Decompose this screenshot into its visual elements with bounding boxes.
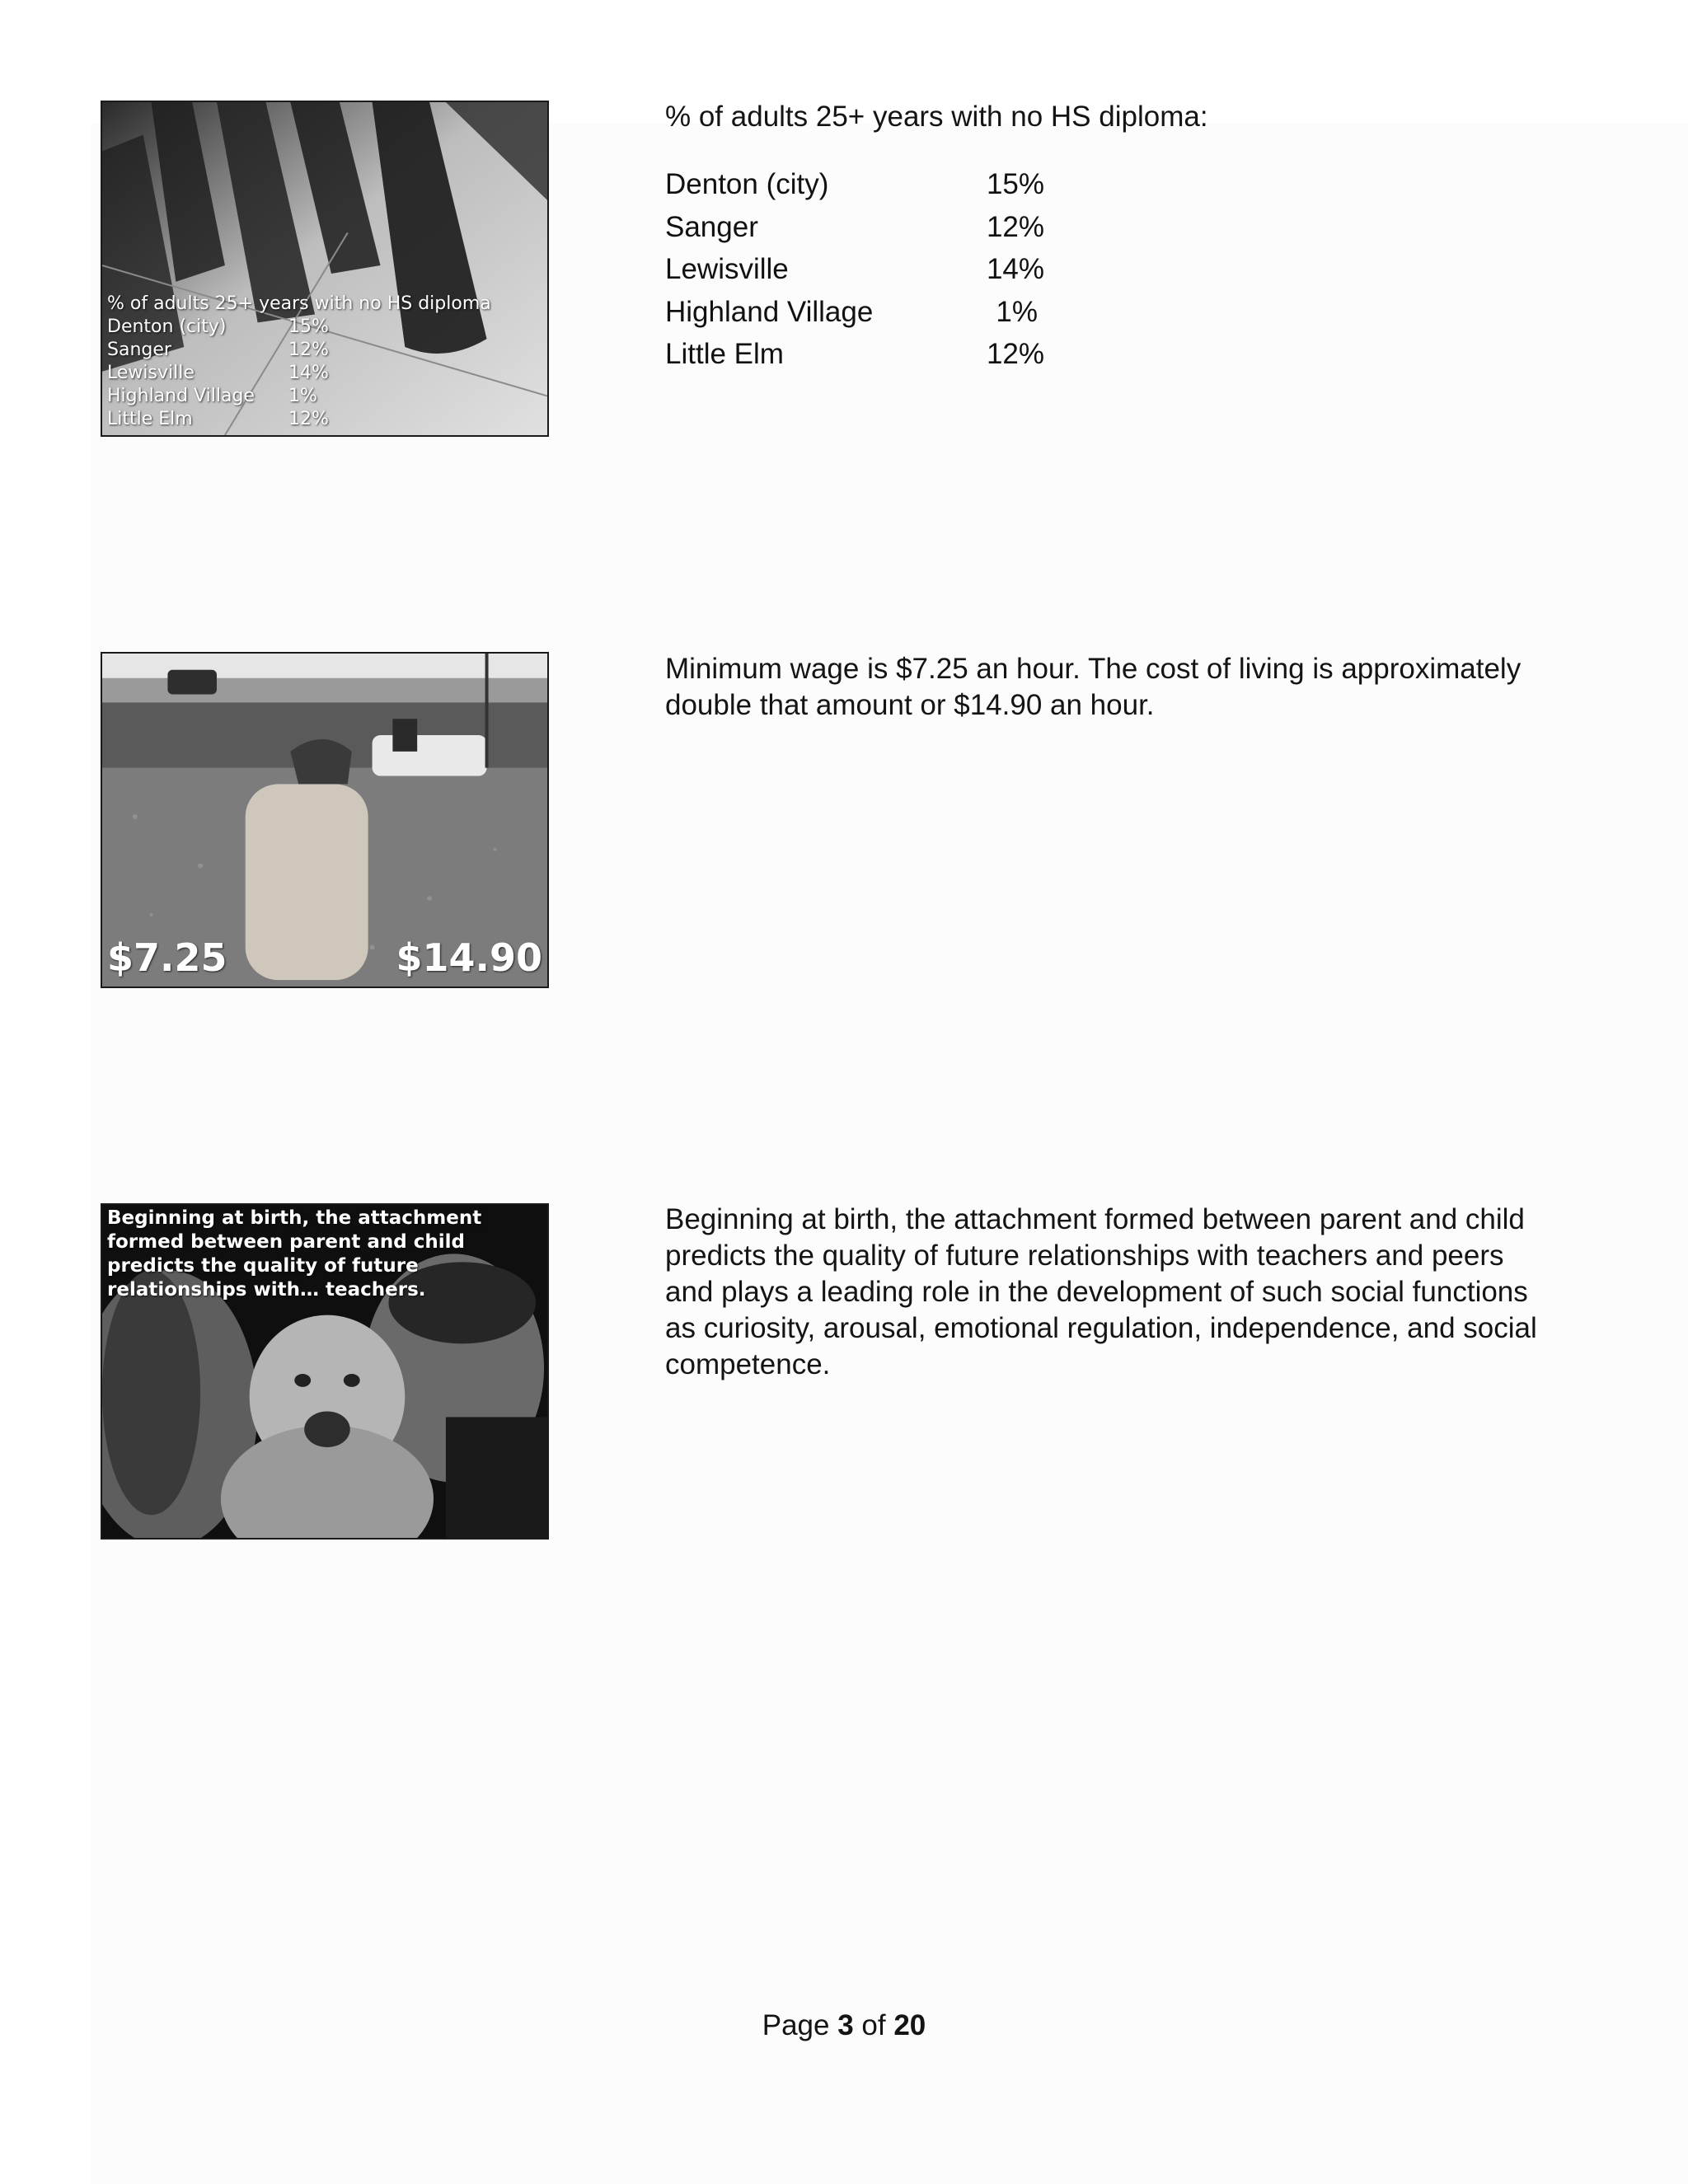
total-pages-number: 20 xyxy=(893,2009,926,2041)
table-row xyxy=(665,296,1044,339)
slide-image-minimum-wage xyxy=(101,652,549,988)
city-percent: 12% xyxy=(986,210,1044,243)
of-word: of xyxy=(861,2009,886,2041)
city-name: Sanger xyxy=(665,210,758,243)
table-row xyxy=(665,338,1044,381)
minimum-wage-paragraph: Minimum wage is $7.25 an hour. The cost of living is approximately double that amount or $14.90 an hour. xyxy=(665,653,1522,721)
table-row xyxy=(665,253,1044,296)
slide-stat-row xyxy=(107,409,329,430)
city-percent: 14% xyxy=(986,253,1044,285)
city-percent: 1% xyxy=(996,295,1038,328)
page-word: Page xyxy=(762,2009,830,2041)
slide-stat-name: Highland Village xyxy=(107,386,255,406)
slide-right-price: $14.90 xyxy=(396,935,542,980)
slide-stat-name: Sanger xyxy=(107,340,171,360)
slide-left-price: $7.25 xyxy=(107,935,227,980)
slide-stat-row xyxy=(107,363,329,384)
slide-image-hs-diploma xyxy=(101,101,549,437)
slide-stat-value: 14% xyxy=(288,363,329,383)
slide-stat-name: Lewisville xyxy=(107,363,195,383)
page-footer xyxy=(0,2009,1688,2042)
slide-stat-row xyxy=(107,386,317,407)
current-page-number: 3 xyxy=(837,2009,854,2041)
slide-caption: Beginning at birth, the attachment formed between parent and child predicts the quality of future relationships with… teachers. xyxy=(107,1207,482,1301)
city-name: Denton (city) xyxy=(665,168,829,200)
slide-stat-value: 15% xyxy=(288,316,329,337)
table-row xyxy=(665,168,1044,211)
slide-stat-row xyxy=(107,340,329,361)
slide-stat-value: 12% xyxy=(288,409,329,429)
hs-diploma-table xyxy=(665,168,1044,381)
section-heading-hs-diploma: % of adults 25+ years with no HS diploma: xyxy=(665,101,1208,133)
slide-stat-title: % of adults 25+ years with no HS diploma xyxy=(107,293,491,314)
city-name: Highland Village xyxy=(665,295,874,328)
city-name: Lewisville xyxy=(665,253,789,285)
city-percent: 12% xyxy=(986,338,1044,370)
slide-stat-value: 1% xyxy=(288,386,317,406)
table-row xyxy=(665,211,1044,254)
slide-stat-name: Little Elm xyxy=(107,409,193,429)
city-percent: 15% xyxy=(986,168,1044,200)
slide-image-attachment xyxy=(101,1203,549,1540)
slide-stat-value: 12% xyxy=(288,340,329,360)
attachment-paragraph: Beginning at birth, the attachment formed between parent and child predicts the quality of future relationships with teachers and peers and plays a leading role in the development of such social functions as curiosity, arousal, emotional regulation, independence, and social competence. xyxy=(665,1203,1537,1380)
slide-stat-name: Denton (city) xyxy=(107,316,227,337)
slide-stat-row xyxy=(107,316,329,338)
city-name: Little Elm xyxy=(665,338,784,370)
